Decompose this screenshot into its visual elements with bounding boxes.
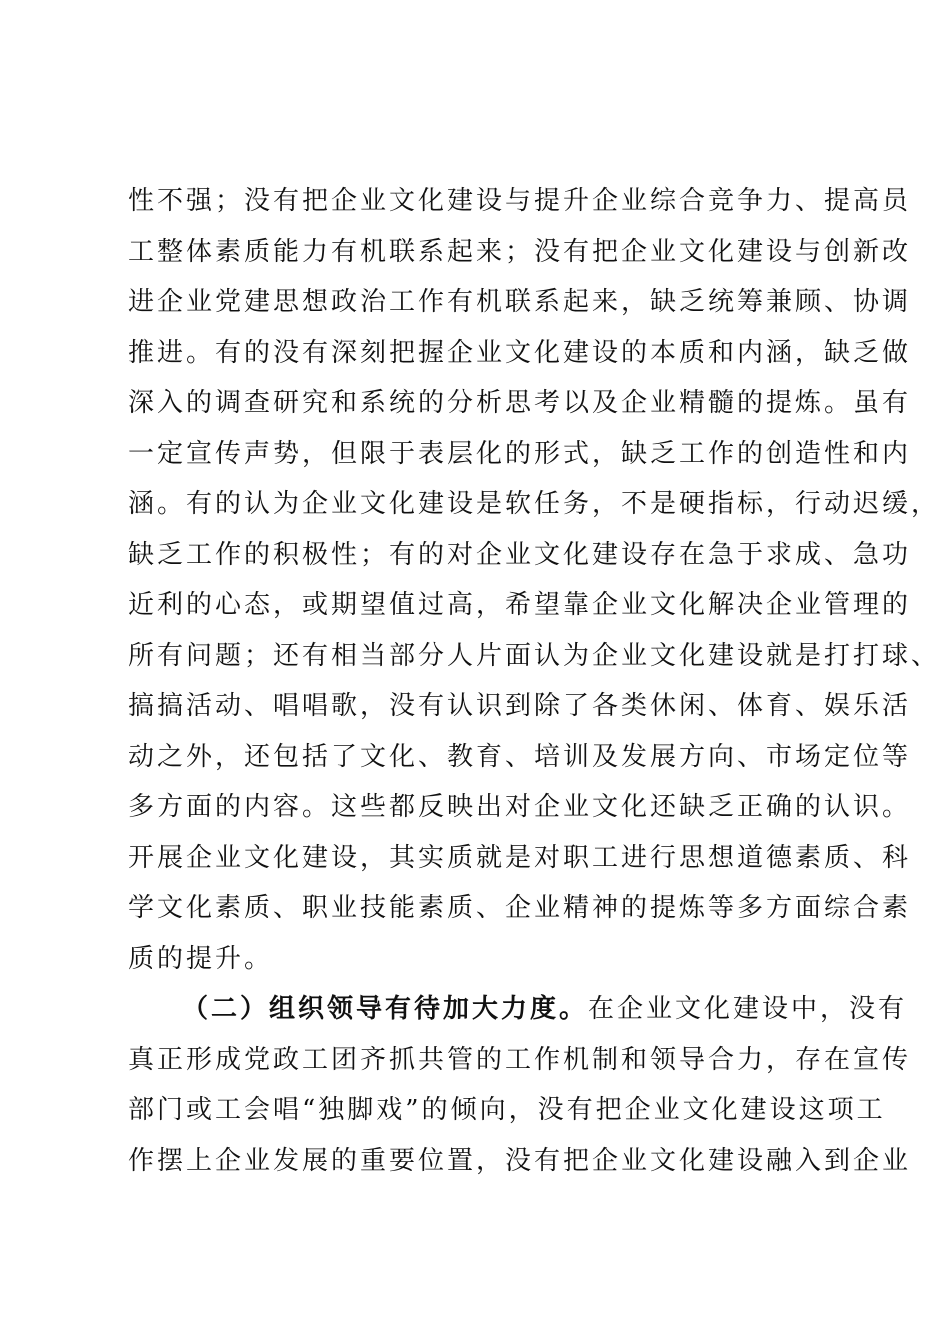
text-line: 学文化素质、职业技能素质、企业精神的提炼等多方面综合素 — [128, 893, 912, 923]
text-line: 动之外，还包括了文化、教育、培训及发展方向、市场定位等 — [128, 741, 912, 772]
text-line: 多方面的内容。这些都反映出对企业文化还缺乏正确的认识。 — [128, 792, 912, 822]
text-line: 性不强；没有把企业文化建设与提升企业综合竞争力、提高员 — [128, 186, 912, 216]
section-heading-line — [128, 984, 908, 1035]
text-line: 一定宣传声势，但限于表层化的形式，缺乏工作的创造性和内 — [128, 438, 912, 469]
section-heading: （二）组织领导有待加大力度。 — [182, 994, 589, 1024]
text-line: 近利的心态，或期望值过高，希望靠企业文化解决企业管理的 — [128, 590, 912, 620]
text-line: 深入的调查研究和系统的分析思考以及企业精髓的提炼。虽有 — [128, 388, 912, 418]
text-line: 部门或工会唱“独脚戏”的倾向，没有把企业文化建设这项工 — [128, 1095, 886, 1125]
text-line: 搞搞活动、唱唱歌，没有认识到除了各类休闲、体育、娱乐活 — [128, 691, 912, 721]
text-line-continuation: 在企业文化建设中，没有 — [588, 994, 908, 1024]
text-line: 涵。有的认为企业文化建设是软任务，不是硬指标，行动迟缓， — [128, 489, 941, 519]
text-line: 所有问题；还有相当部分人片面认为企业文化建设就是打打球、 — [128, 640, 941, 671]
text-line: 真正形成党政工团齐抓共管的工作机制和领导合力，存在宣传 — [128, 1044, 912, 1075]
text-line: 推进。有的没有深刻把握企业文化建设的本质和内涵，缺乏做 — [128, 337, 912, 368]
body-text — [128, 176, 941, 1186]
text-line: 作摆上企业发展的重要位置，没有把企业文化建设融入到企业 — [128, 1145, 912, 1176]
text-line: 进企业党建思想政治工作有机联系起来，缺乏统筹兼顾、协调 — [128, 287, 912, 317]
text-line: 缺乏工作的积极性；有的对企业文化建设存在急于求成、急功 — [128, 539, 912, 570]
text-line: 开展企业文化建设，其实质就是对职工进行思想道德素质、科 — [128, 842, 912, 873]
text-line: 工整体素质能力有机联系起来；没有把企业文化建设与创新改 — [128, 236, 912, 267]
text-line: 质的提升。 — [128, 943, 274, 974]
